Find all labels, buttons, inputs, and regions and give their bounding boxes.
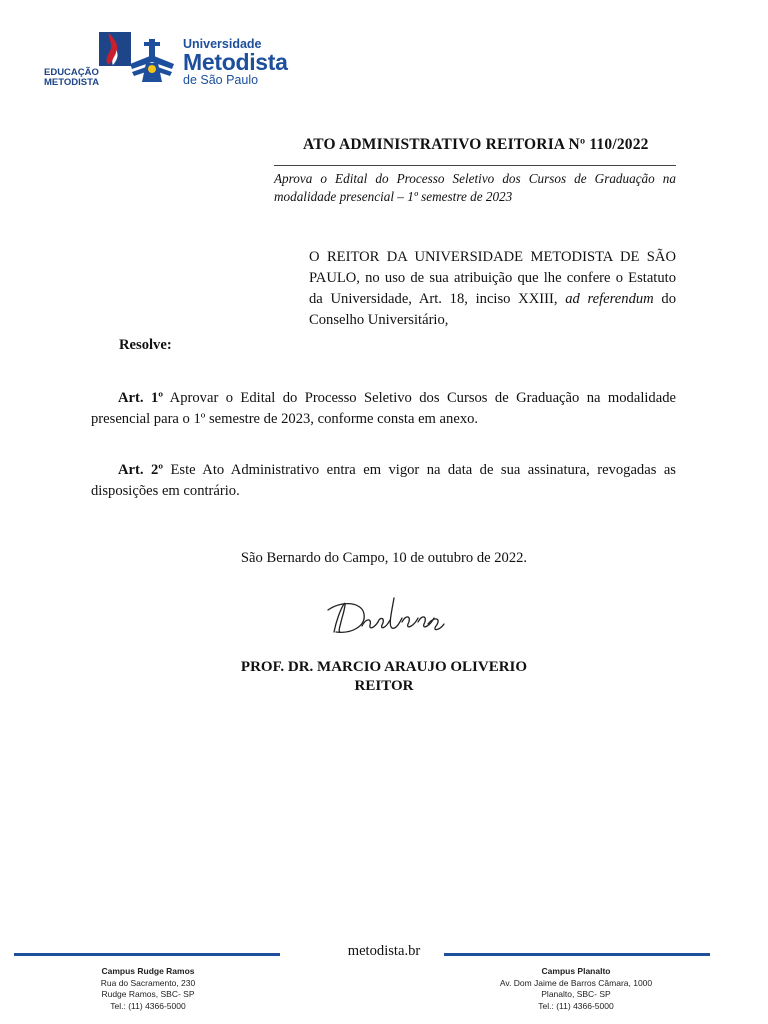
campus-address: Rua do Sacramento, 230	[100, 977, 196, 988]
campus-name: Campus Planalto	[541, 966, 611, 976]
umesp-cross-icon	[128, 38, 176, 82]
article-1-label: Art. 1º	[118, 390, 164, 406]
preamble-text-end: do Conselho Universitário,	[309, 291, 677, 328]
umesp-logo-line2: Metodista	[183, 49, 288, 75]
title-divider	[274, 165, 676, 166]
signer-name: PROF. DR. MARCIO ARAUJO OLIVERIO	[240, 659, 528, 675]
preamble-italic: ad referendum	[565, 291, 654, 307]
preamble	[309, 247, 676, 331]
article-2	[91, 460, 676, 502]
footer-website: metodista.br	[347, 943, 421, 959]
educacao-logo-text	[44, 68, 104, 88]
umesp-logo-line1: Universidade	[183, 37, 262, 51]
signer-role: REITOR	[354, 678, 414, 694]
campus-rudge-ramos	[48, 966, 248, 1012]
campus-name: Campus Rudge Ramos	[101, 966, 195, 976]
article-1	[91, 388, 676, 430]
universidade-metodista-logo	[128, 38, 308, 88]
umesp-logo-text	[183, 38, 288, 87]
campus-phone: Tel.: (11) 4366-5000	[110, 1000, 186, 1011]
signer-block	[0, 658, 768, 696]
educacao-metodista-logo	[44, 32, 102, 92]
document-summary: Aprova o Edital do Processo Seletivo dos Cursos de Graduação na modalidade presencial – 1º semestre de 2023	[274, 171, 676, 204]
resolve-heading: Resolve:	[119, 337, 172, 353]
article-2-text: Este Ato Administrativo entra em vigor na data de sua assinatura, revogadas as disposições em contrário.	[91, 462, 676, 499]
place-date: São Bernardo do Campo, 10 de outubro de 2022.	[240, 550, 528, 566]
preamble-text: O REITOR DA UNIVERSIDADE METODISTA DE SÃO PAULO, no uso de sua atribuição que lhe confere o Estatuto da Universidade, Art. 18, inciso XXIII,	[309, 249, 676, 307]
document-title: ATO ADMINISTRATIVO REITORIA Nº 110/2022	[303, 136, 649, 153]
edu-logo-line1: EDUCAÇÃO	[44, 67, 99, 78]
signature	[322, 592, 446, 642]
edu-logo-line2: METODISTA	[44, 77, 100, 88]
campus-address: Av. Dom Jaime de Barros Câmara, 1000	[499, 977, 653, 988]
umesp-logo-line3: de São Paulo	[183, 73, 259, 87]
campus-planalto	[476, 966, 676, 1012]
article-1-text: Aprovar o Edital do Processo Seletivo dos Cursos de Graduação na modalidade presencial para o 1º semestre de 2023, conforme consta em anexo.	[91, 390, 676, 427]
campus-phone: Tel.: (11) 4366-5000	[538, 1000, 614, 1011]
article-2-label: Art. 2º	[118, 462, 164, 478]
campus-city: Rudge Ramos, SBC- SP	[101, 989, 195, 999]
educacao-flame-icon	[99, 32, 131, 66]
campus-city: Planalto, SBC- SP	[541, 989, 611, 999]
